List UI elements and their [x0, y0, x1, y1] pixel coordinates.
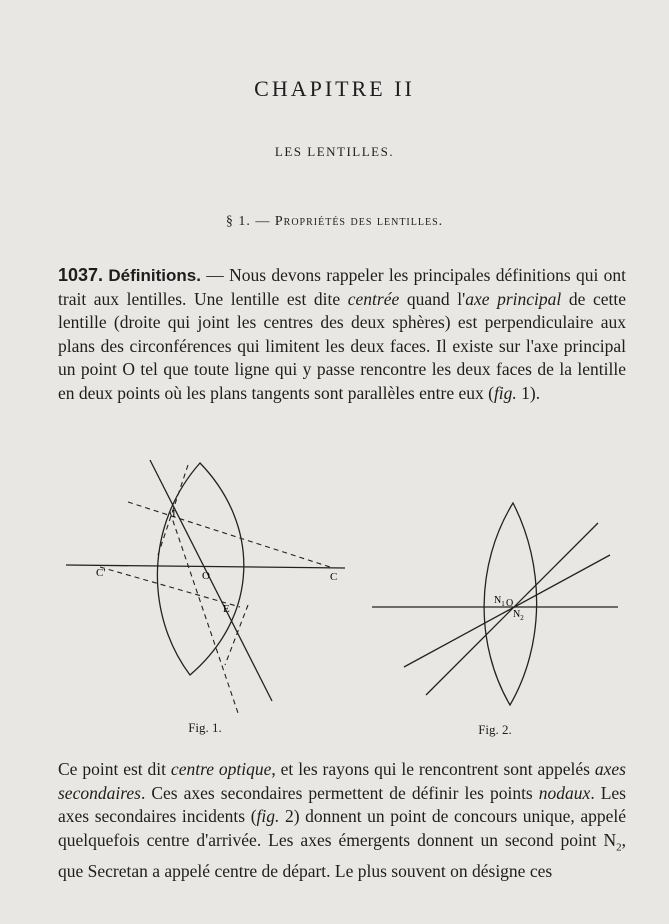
subscript: 2 [616, 841, 622, 853]
label-C: C [330, 571, 338, 583]
figure-1-caption: Fig. 1. [188, 720, 222, 735]
emphasis-term: nodaux [538, 782, 591, 803]
paragraph-optical-centre [58, 758, 626, 883]
emphasis-term: axe principal [465, 288, 562, 309]
secondary-axis-1 [404, 555, 610, 667]
text-run: 2) donnent un point de concours unique, appelé quelquefois centre d'arrivée. Les axes émergents donnent un second point N [58, 806, 627, 850]
text-run: de cette lentille (droite qui joint les centres des deux sphères) est perpendiculaire aux plans des circonférences qui limitent les deux faces. Il existe sur l'axe principal un point O tel que toute ligne qui y passe rencontre les deux faces de la lentille en deux points où les plans tangents sont parallèles entre eux ( [58, 288, 626, 403]
text-run: quand l' [399, 288, 466, 309]
paragraph-definitions [58, 264, 626, 405]
ray-IE [150, 460, 272, 701]
text-run: , et les rayons qui le rencontrent sont appelés [271, 759, 595, 779]
emphasis-term: centrée [347, 288, 400, 309]
figure-reference: fig. [256, 806, 280, 826]
label-C-prime: C' [96, 567, 106, 579]
section-heading [0, 214, 669, 230]
emphasis-term: axes secondaires [58, 759, 626, 803]
section-title: Propriétés des lentilles. [274, 214, 444, 229]
text-run: 1). [516, 382, 541, 403]
figure-reference: fig. [493, 382, 517, 403]
paragraph-lead: Définitions. [108, 266, 201, 285]
label-I: I [172, 508, 176, 520]
label-O: O [506, 598, 514, 609]
text-run: . Ces axes secondaires permettent de définir les points [140, 782, 539, 803]
label-E: E [223, 603, 230, 615]
text-run: — Nous devons rappeler les principales définitions qui ont trait aux lentilles. Une lentille est dite [58, 265, 627, 309]
section-number: § 1. [225, 214, 251, 229]
text-run: Ce point est dit [58, 759, 171, 779]
principal-axis [66, 565, 345, 568]
figure-2-lens-diagram [370, 495, 630, 720]
label-N1: $N_1$ [494, 595, 505, 608]
dashed-ray-from-Cprime [100, 567, 240, 607]
label-N2: $N_2$ [513, 609, 524, 622]
section-dash: — [255, 214, 271, 229]
text-run: . Les axes secondaires incidents ( [58, 782, 626, 826]
lens-outline [157, 463, 243, 675]
text-run: , que Secretan a appelé centre de départ. Le plus souvent on désigne ces [58, 829, 626, 881]
figure-2-caption: Fig. 2. [478, 722, 512, 737]
secondary-axis-2 [426, 523, 598, 695]
emphasis-term: centre optique [170, 759, 272, 779]
paragraph-number: 1037. [58, 265, 104, 285]
label-O: O [202, 570, 210, 582]
chapter-subtitle: LES LENTILLES. [274, 144, 395, 159]
figure-1-lens-diagram [60, 455, 360, 720]
chapter-title: CHAPITRE II [254, 76, 415, 101]
